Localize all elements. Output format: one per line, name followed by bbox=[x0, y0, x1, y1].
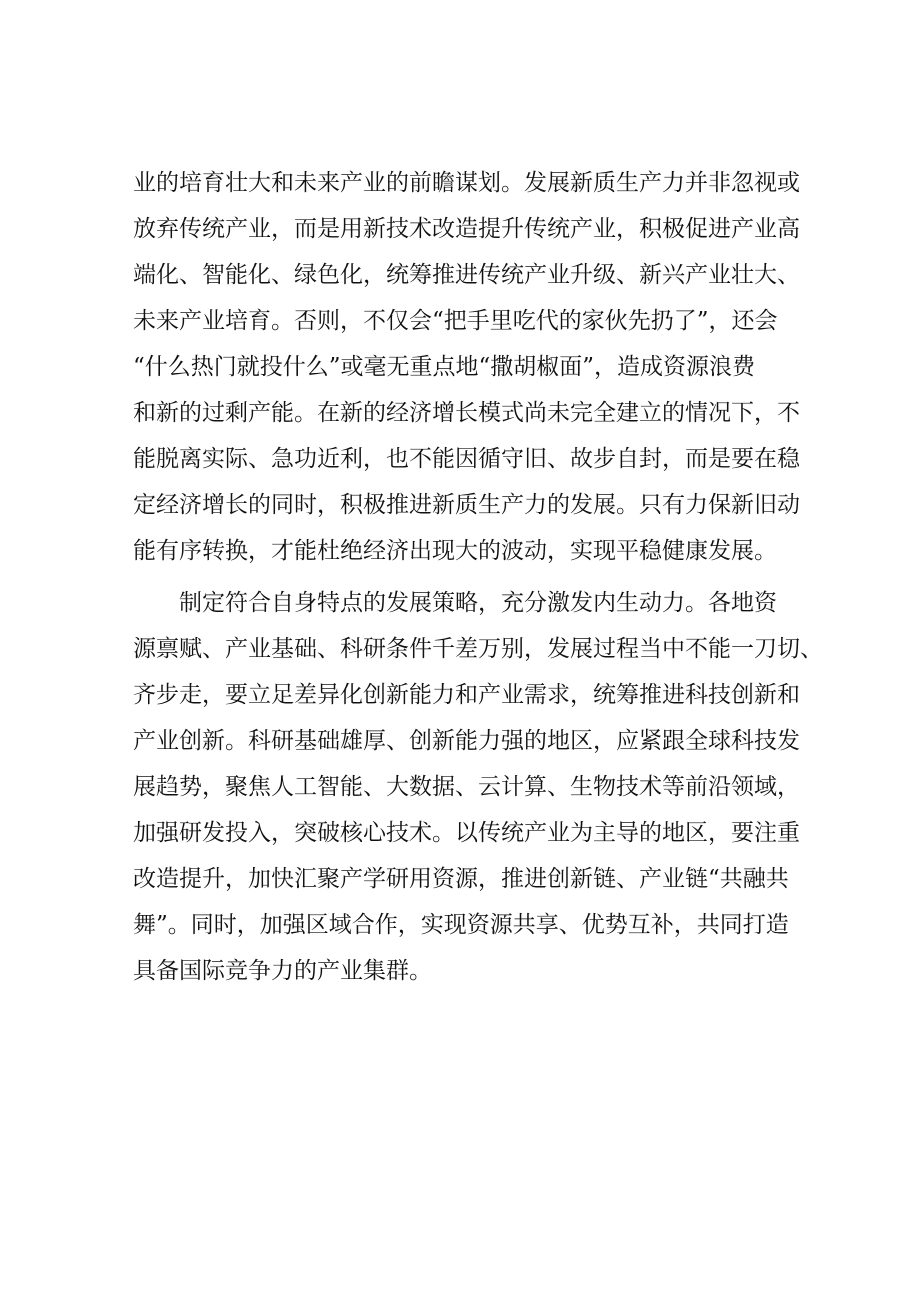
paragraph-line: 制定符合自身特点的发展策略，充分激发内生动力。各地资 bbox=[133, 590, 777, 616]
paragraph-line: 业的培育壮大和未来产业的前瞻谋划。发展新质生产力并非忽视或 bbox=[133, 170, 800, 196]
paragraph-line: 和新的过剩产能。在新的经济增长模式尚未完全建立的情况下，不 bbox=[133, 400, 800, 426]
paragraph-line: 能脱离实际、急功近利，也不能因循守旧、故步自封，而是要在稳 bbox=[133, 446, 800, 472]
paragraph-line: 放弃传统产业，而是用新技术改造提升传统产业，积极促进产业高 bbox=[133, 216, 800, 242]
paragraph-line: 产业创新。科研基础雄厚、创新能力强的地区，应紧跟全球科技发 bbox=[133, 728, 800, 754]
paragraph-line: 具备国际竞争力的产业集群。 bbox=[133, 958, 432, 984]
paragraph-line: 未来产业培育。否则，不仅会“把手里吃代的家伙先扔了”，还会 bbox=[133, 308, 778, 334]
paragraph-2 bbox=[133, 580, 823, 994]
paragraph-line: 加强研发投入，突破核心技术。以传统产业为主导的地区，要注重 bbox=[133, 820, 800, 846]
paragraph-line: 定经济增长的同时，积极推进新质生产力的发展。只有力保新旧动 bbox=[133, 492, 800, 518]
paragraph-line: “什么热门就投什么”或毫无重点地“撒胡椒面”，造成资源浪费 bbox=[133, 354, 756, 380]
paragraph-line: 展趋势，聚焦人工智能、大数据、云计算、生物技术等前沿领域， bbox=[133, 774, 800, 800]
paragraph-line: 端化、智能化、绿色化，统筹推进传统产业升级、新兴产业壮大、 bbox=[133, 262, 800, 288]
paragraph-line: 舞”。同时，加强区域合作，实现资源共享、优势互补，共同打造 bbox=[133, 912, 789, 938]
paragraph-line: 齐步走，要立足差异化创新能力和产业需求，统筹推进科技创新和 bbox=[133, 682, 800, 708]
paragraph-line: 能有序转换，才能杜绝经济出现大的波动，实现平稳健康发展。 bbox=[133, 538, 777, 564]
paragraph-line: 源禀赋、产业基础、科研条件千差万别，发展过程当中不能一刀切、 bbox=[133, 636, 823, 662]
paragraph-1 bbox=[133, 160, 800, 574]
paragraph-line: 改造提升，加快汇聚产学研用资源，推进创新链、产业链“共融共 bbox=[133, 866, 789, 892]
